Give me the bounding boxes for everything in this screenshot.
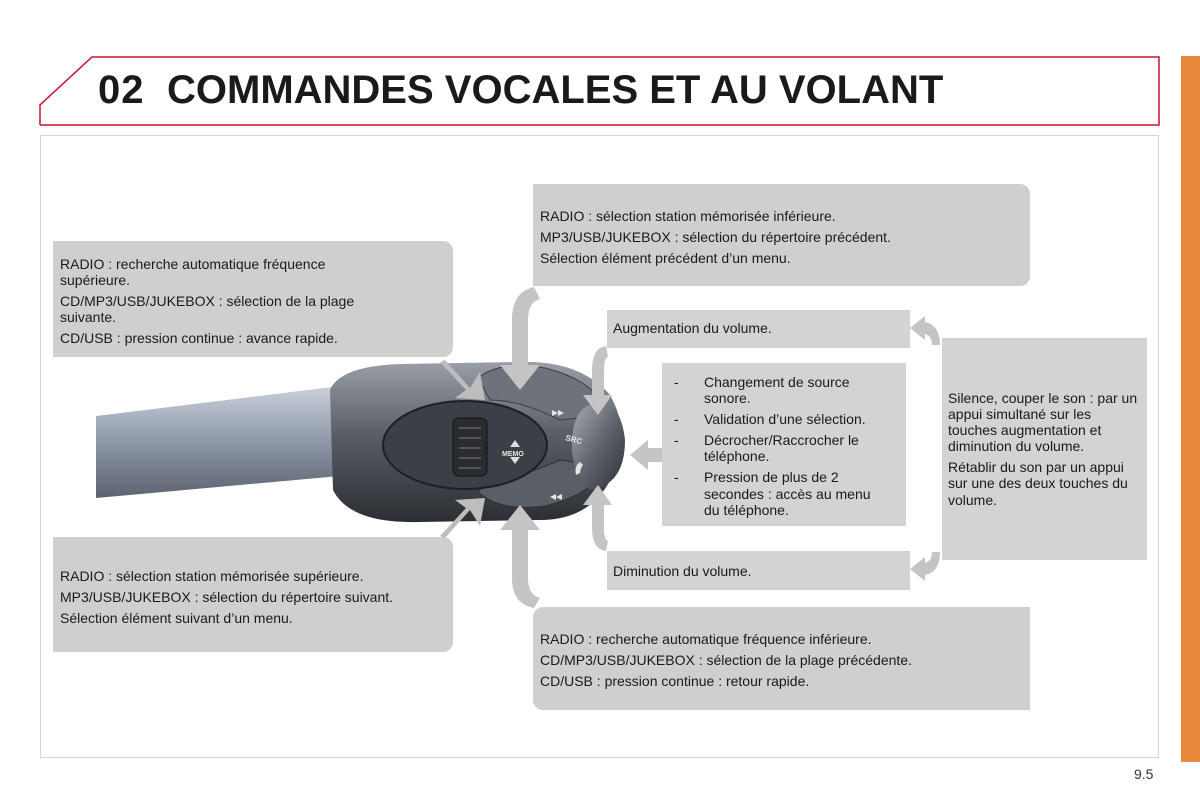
volume-up-label: Augmentation du volume.	[613, 320, 772, 336]
mute-line: Rétablir du son par un appui sur une des deux touches du volume.	[948, 459, 1128, 508]
list-item: - Validation d’une sélection.	[674, 411, 866, 428]
page-number: 9.5	[1134, 766, 1154, 782]
box-line: RADIO : sélection station mémorisée inférieure.	[540, 208, 836, 224]
box-line: RADIO : recherche automatique fréquence inférieure.	[540, 631, 872, 647]
stalk-shaft	[96, 386, 340, 498]
box-line: CD/MP3/USB/JUKEBOX : sélection de la plage suivante.	[60, 293, 355, 326]
box-line: MP3/USB/JUKEBOX : sélection du répertoire précédent.	[540, 229, 891, 246]
box-line: MP3/USB/JUKEBOX : sélection du répertoire suivant.	[60, 589, 394, 606]
box-line: Sélection élément précédent d’un menu.	[540, 250, 791, 267]
box-line: CD/USB : pression continue : avance rapide.	[60, 330, 338, 347]
box-line: Sélection élément suivant d’un menu.	[60, 610, 293, 627]
box-line: RADIO : recherche automatique fréquence supérieure.	[60, 256, 326, 289]
box-line: CD/USB : pression continue : retour rapide.	[540, 673, 810, 690]
chapter-number: 02	[98, 68, 145, 112]
list-item: - Pression de plus de 2 secondes : accès au menu du téléphone.	[674, 469, 871, 518]
volume-down-label: Diminution du volume.	[613, 563, 752, 579]
box-line: RADIO : sélection station mémorisée supérieure.	[60, 568, 364, 584]
mute-line: Silence, couper le son : par un appui simultané sur les touches augmentation et diminution du volume.	[948, 390, 1138, 455]
list-item: - Changement de source sonore.	[674, 374, 850, 407]
memo-label: MEMO	[502, 451, 524, 458]
src-label: SRC	[564, 433, 584, 447]
page-title: COMMANDES VOCALES ET AU VOLANT	[167, 68, 944, 112]
list-item: - Décrocher/Raccrocher le téléphone.	[674, 432, 859, 465]
box-line: CD/MP3/USB/JUKEBOX : sélection de la plage précédente.	[540, 652, 912, 669]
